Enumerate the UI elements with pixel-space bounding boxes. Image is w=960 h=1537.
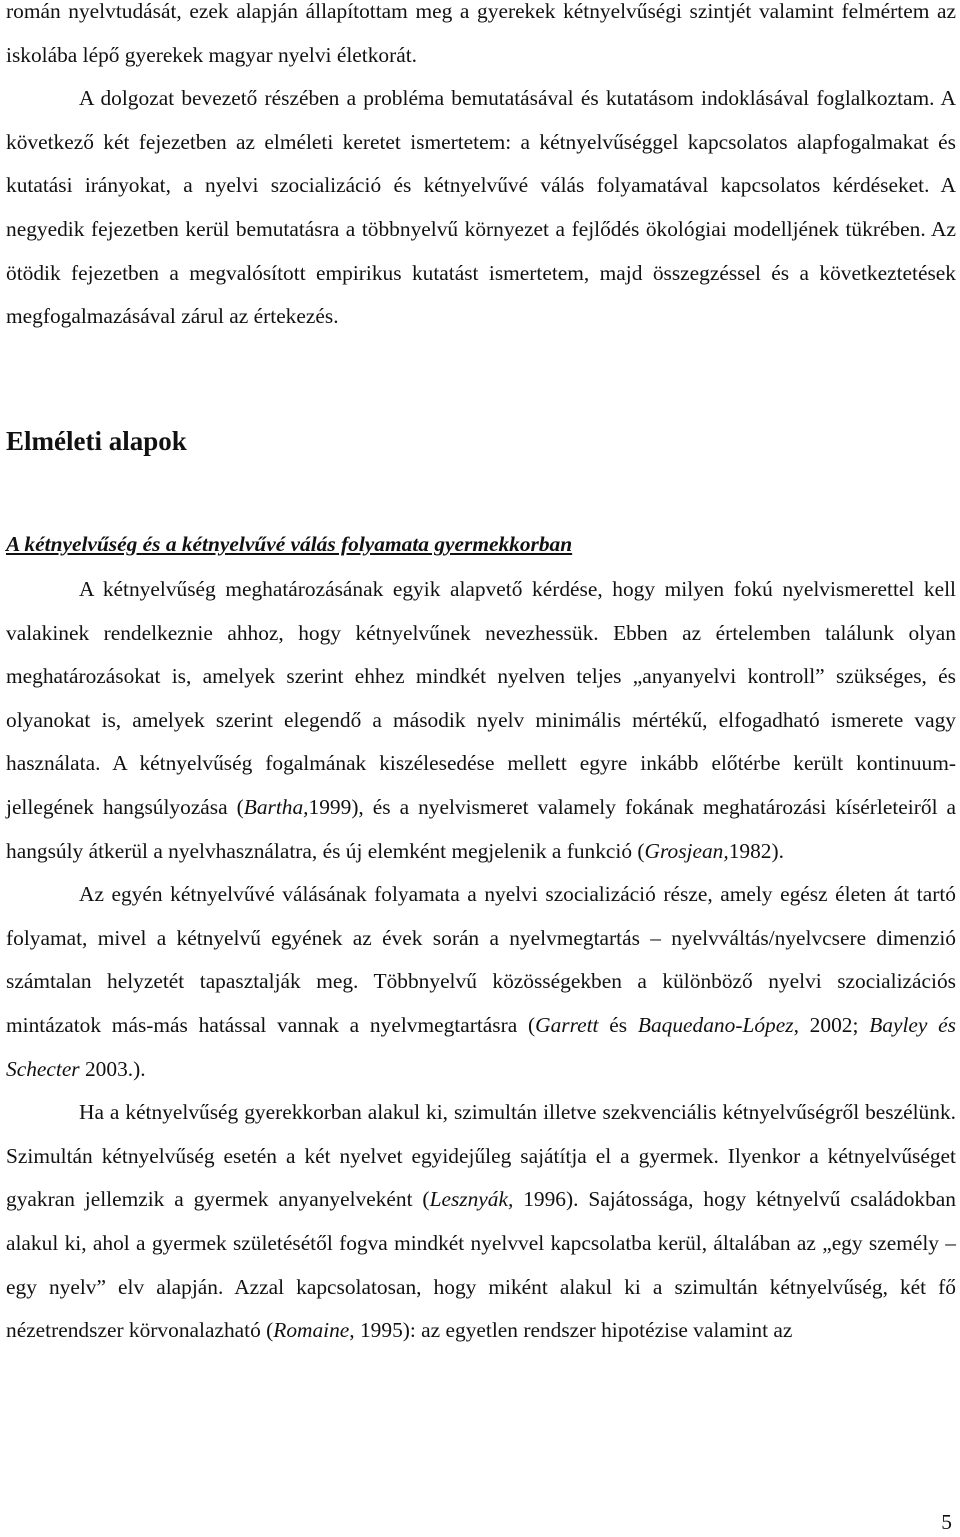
citation: Baquedano-López: [637, 1012, 794, 1037]
intro-paragraph-1: román nyelvtudását, ezek alapján állapítottam meg a gyerekek kétnyelvűségi szintjét valamint felmértem az iskolába lépő gyerekek magyar nyelvi életkorát.: [6, 0, 956, 67]
citation: Garrett: [535, 1012, 599, 1037]
page-number: 5: [941, 1510, 952, 1534]
text-run: Ha a kétnyelvűség gyerekkorban alakul ki, szimultán illetve szekvenciális kétnyelvűségről beszélünk. Szimultán kétnyelvűség esetén a két nyelvet egyidejűleg sajátítja el a gyermek. Ilyenkor a kétnyelvűséget gyakran jellemzik a gyermek anyanyelveként (: [6, 1100, 956, 1212]
body-paragraph-1: [6, 568, 956, 873]
document-page: [6, 0, 956, 1534]
text-run: , 2002;: [793, 1012, 870, 1037]
text-run: 1996). Sajátossága, hogy kétnyelvű családokban alakul ki, ahol a gyermek születésétől fogva mindkét nyelvvel kapcsolatba kerül, általában az „egy személy – egy nyelv” elv alapján. Azzal kapcsolatosan, hogy miként alakul ki a szimultán kétnyelvűség, két fő nézetrendszer körvonalazható (: [6, 1187, 956, 1343]
body-paragraph-2: [6, 873, 956, 1091]
text-run: 2003.).: [79, 1056, 146, 1081]
text-run: A kétnyelvűség meghatározásának egyik alapvető kérdése, hogy milyen fokú nyelvismerettel kell valakinek rendelkeznie ahhoz, hogy kétnyelvűnek nevezhessük. Ebben az értelemben találunk olyan meghatározásokat is, amelyek szerint ehhez mindkét nyelven teljes „anyanyelvi kontroll” szükséges, és olyanokat is, amelyek szerint elegendő a második nyelv minimális mértékű, elfogadható ismerete vagy használata. A kétnyelvűség fogalmának kiszélesedése mellett egyre inkább előtérbe került kontinuum-jellegének hangsúlyozása (: [6, 577, 956, 819]
section-heading: Elméleti alapok: [6, 426, 187, 456]
text-run: 1999), és a nyelvismeret valamely fokának meghatározási kísérleteiről a hangsúly átkerül a nyelvhasználatra, és új elemként megjelenik a funkció (: [6, 794, 956, 863]
subsection-heading: A kétnyelvűség és a kétnyelvűvé válás folyamata gyermekkorban: [6, 532, 573, 556]
citation: Grosjean,: [644, 838, 729, 863]
citation: Bartha,: [243, 794, 309, 819]
citation: Lesznyák,: [429, 1187, 514, 1212]
text-run: és: [598, 1012, 638, 1037]
text-run: 1982).: [728, 838, 784, 863]
body-paragraph-3: [6, 1091, 956, 1353]
section-body: [6, 568, 956, 1353]
citation: Romaine,: [273, 1318, 355, 1343]
intro-paragraph-2: A dolgozat bevezető részében a probléma bemutatásával és kutatásom indoklásával foglalkoztam. A következő két fejezetben az elméleti keretet ismertetem: a kétnyelvűséggel kapcsolatos alapfogalmakat és kutatási irányokat, a nyelvi szocializáció és kétnyelvűvé válás folyamatával kapcsolatos kérdéseket. A negyedik fejezetben kerül bemutatásra a többnyelvű környezet a fejlődés ökológiai modelljének tükrében. Az ötödik fejezetben a megvalósított empirikus kutatást ismertetem, majd összegzéssel és a következtetések megfogalmazásával zárul az értekezés.: [6, 86, 956, 329]
text-run: Az egyén kétnyelvűvé válásának folyamata a nyelvi szocializáció része, amely egész életen át tartó folyamat, mivel a kétnyelvű egyének az évek során a nyelvmegtartás – nyelvváltás/nyelvcsere dimenzió számtalan helyzetét tapasztalják meg. Többnyelvű közösségekben a különböző nyelvi szocializációs mintázatok más-más hatással vannak a nyelvmegtartásra (: [6, 882, 956, 1037]
text-run: 1995): az egyetlen rendszer hipotézise valamint az: [354, 1318, 793, 1343]
citation: Bayley és Schecter: [6, 1012, 956, 1081]
